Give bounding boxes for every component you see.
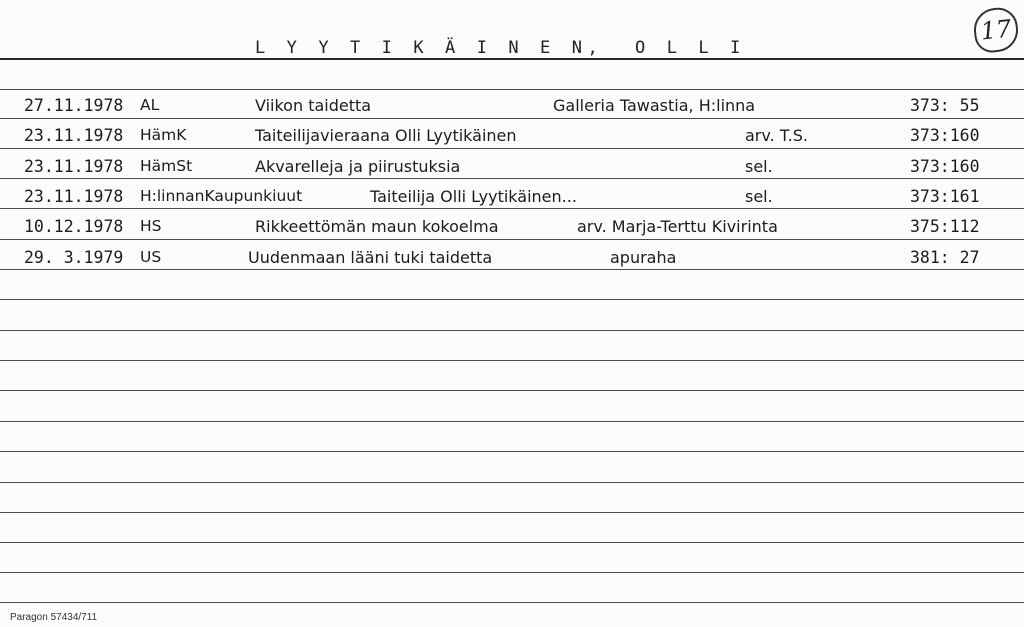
entry-publication: US bbox=[140, 248, 162, 266]
ruled-line bbox=[0, 482, 1024, 483]
entry-title: Uudenmaan lääni tuki taidetta bbox=[248, 248, 493, 267]
entry-note: sel. bbox=[745, 157, 773, 176]
entry-publication: HämSt bbox=[140, 157, 193, 175]
entry-title: Viikon taidetta bbox=[255, 96, 372, 115]
entry-reference: 373:160 bbox=[910, 157, 980, 176]
entry-date: 23.11.1978 bbox=[24, 187, 124, 206]
ruled-line bbox=[0, 512, 1024, 513]
entry-note: sel. bbox=[745, 187, 773, 206]
entry-row bbox=[0, 248, 1024, 276]
entry-reference: 373:161 bbox=[910, 187, 980, 206]
ruled-line bbox=[0, 602, 1024, 603]
entry-publication: H:linnanKaupunkiuut bbox=[140, 187, 303, 205]
entry-note: arv. Marja-Terttu Kivirinta bbox=[577, 217, 778, 236]
entry-note: arv. T.S. bbox=[745, 126, 808, 145]
entry-row bbox=[0, 157, 1024, 185]
entry-publication: AL bbox=[140, 96, 160, 114]
entry-note: Galleria Tawastia, H:linna bbox=[553, 96, 756, 115]
entry-date: 29. 3.1979 bbox=[24, 248, 124, 267]
entry-reference: 373:160 bbox=[910, 126, 980, 145]
card-heading-name: L Y Y T I K Ä I N E N, O L L I bbox=[255, 38, 746, 58]
card-print-code: Paragon 57434/711 bbox=[10, 612, 98, 623]
entry-note: apuraha bbox=[610, 248, 677, 267]
entry-title: Akvarelleja ja piirustuksia bbox=[255, 157, 461, 176]
entry-date: 23.11.1978 bbox=[24, 126, 124, 145]
header-rule bbox=[0, 58, 1024, 60]
entry-publication: HS bbox=[140, 217, 162, 235]
ruled-line bbox=[0, 89, 1024, 90]
entry-title: Taiteilijavieraana Olli Lyytikäinen bbox=[255, 126, 517, 145]
entry-date: 10.12.1978 bbox=[24, 217, 124, 236]
ruled-line bbox=[0, 451, 1024, 452]
entry-publication: HämK bbox=[140, 126, 187, 144]
entry-row bbox=[0, 126, 1024, 154]
entry-reference: 373: 55 bbox=[910, 96, 980, 115]
entry-row bbox=[0, 217, 1024, 245]
entry-reference: 375:112 bbox=[910, 217, 980, 236]
card-number-handwritten: 17 bbox=[972, 6, 1020, 54]
entry-title: Rikkeettömän maun kokoelma bbox=[255, 217, 499, 236]
entry-row bbox=[0, 187, 1024, 215]
ruled-line bbox=[0, 390, 1024, 391]
entry-row bbox=[0, 96, 1024, 124]
entry-date: 27.11.1978 bbox=[24, 96, 124, 115]
ruled-line bbox=[0, 572, 1024, 573]
ruled-line bbox=[0, 421, 1024, 422]
entry-title: Taiteilija Olli Lyytikäinen... bbox=[370, 187, 577, 206]
entry-reference: 381: 27 bbox=[910, 248, 980, 267]
ruled-line bbox=[0, 330, 1024, 331]
ruled-line bbox=[0, 299, 1024, 300]
entry-date: 23.11.1978 bbox=[24, 157, 124, 176]
ruled-line bbox=[0, 542, 1024, 543]
ruled-line bbox=[0, 360, 1024, 361]
